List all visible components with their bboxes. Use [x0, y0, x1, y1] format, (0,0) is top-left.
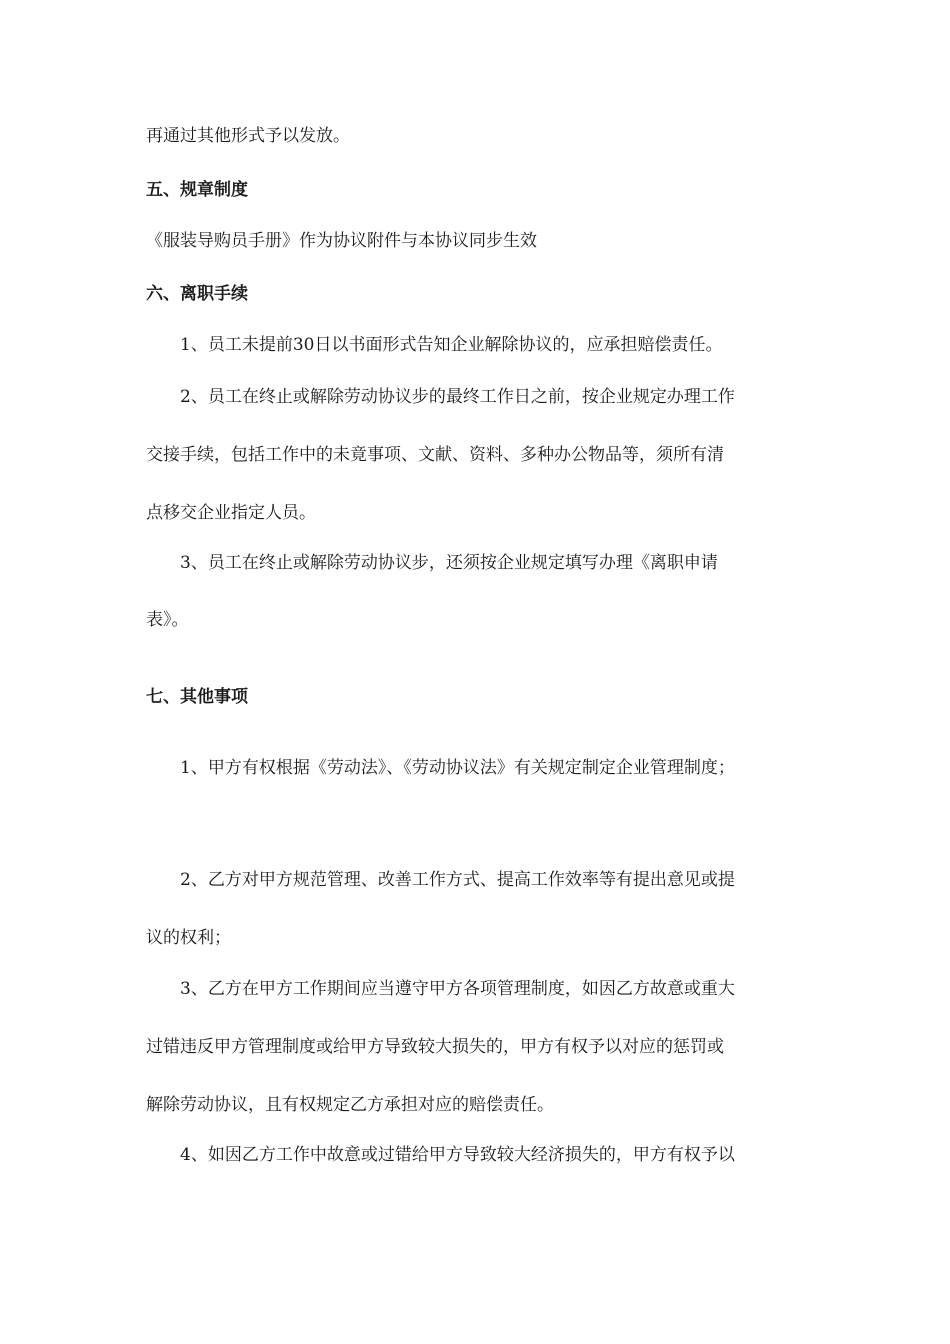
section-7-item-3-line-3: 解除劳动协议，且有权规定乙方承担对应的赔偿责任。	[146, 1095, 554, 1115]
section-5-text: 《服装导购员手册》作为协议附件与本协议同步生效	[146, 231, 537, 251]
section-7-item-2-line-2: 议的权利；	[146, 928, 231, 948]
section-6-item-3-line-1: 3、员工在终止或解除劳动协议步，还须按企业规定填写办理《离职申请	[180, 553, 718, 573]
section-7-item-3-line-1: 3、乙方在甲方工作期间应当遵守甲方各项管理制度，如因乙方故意或重大	[180, 979, 735, 999]
continuation-text: 再通过其他形式予以发放。	[146, 126, 350, 146]
section-6-item-2-line-2: 交接手续，包括工作中的未竟事项、文献、资料、多种办公物品等，须所有清	[146, 445, 724, 465]
section-6-item-1: 1、员工未提前30日以书面形式告知企业解除协议的，应承担赔偿责任。	[180, 335, 723, 355]
section-7-item-3-line-2: 过错违反甲方管理制度或给甲方导致较大损失的，甲方有权予以对应的惩罚或	[146, 1037, 724, 1057]
section-6-heading: 六、离职手续	[146, 284, 248, 304]
section-5-heading: 五、规章制度	[146, 180, 248, 200]
section-7-item-4-line-1: 4、如因乙方工作中故意或过错给甲方导致较大经济损失的，甲方有权予以	[180, 1145, 735, 1165]
section-7-heading: 七、其他事项	[146, 687, 248, 707]
section-7-item-1: 1、甲方有权根据《劳动法》、《劳动协议法》有关规定制定企业管理制度；	[180, 758, 735, 778]
section-6-item-2-line-3: 点移交企业指定人员。	[146, 503, 316, 523]
section-6-item-3-line-2: 表》。	[146, 610, 189, 630]
section-6-item-2-line-1: 2、员工在终止或解除劳动协议步的最终工作日之前，按企业规定办理工作	[180, 387, 735, 407]
section-7-item-2-line-1: 2、乙方对甲方规范管理、改善工作方式、提高工作效率等有提出意见或提	[180, 870, 735, 890]
